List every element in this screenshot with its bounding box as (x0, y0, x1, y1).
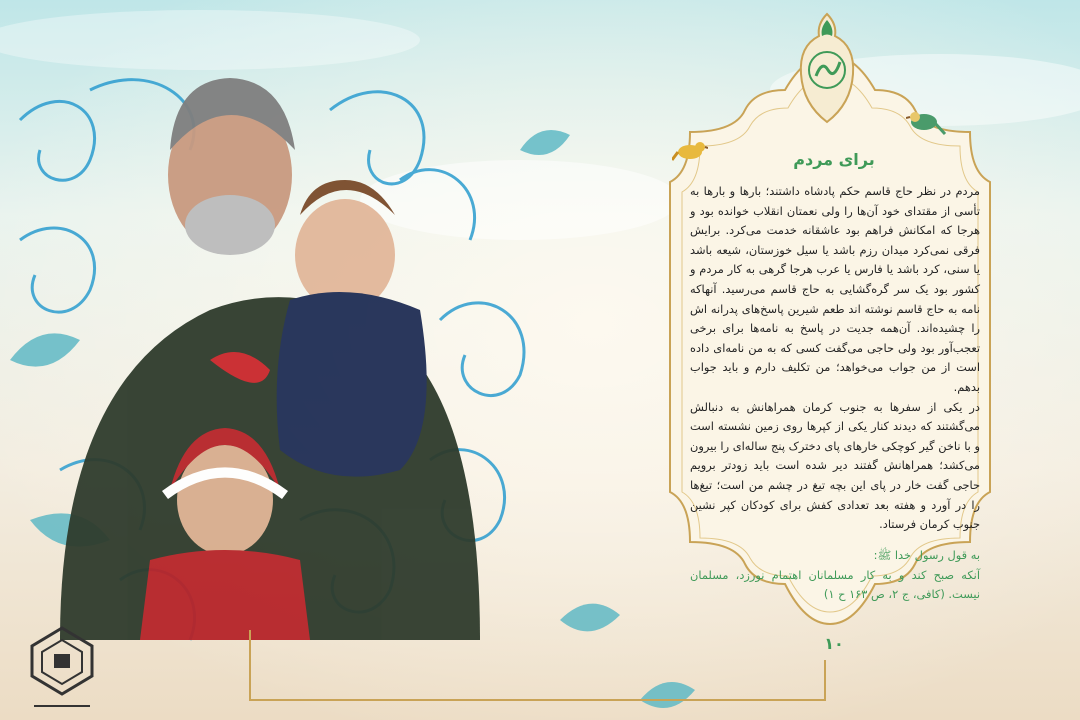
hadith-quote (690, 546, 980, 605)
panel-title: برای مردم (793, 150, 875, 169)
text-panel (668, 112, 1000, 652)
panel-body (690, 182, 980, 535)
organization-logo-icon (22, 624, 102, 716)
page-number: ۱۰ (824, 634, 844, 653)
paragraph-2: در یکی از سفرها به جنوب کرمان همراهانش به دنبالش می‌گشتند که دیدند کنار یکی از کپرها روی زمین نشسته است و با ناخن گیر کوچکی خارهای پای دخترک پنج ساله‌ای را بیرون می‌کشد؛ همراهانش گفتند دیر شده است باید زودتر برویم حاجی گفت خار در پای این بچه تیغ در چشم من است؛ تیغ‌ها را در آورد و هفته بعد تعدادی کفش برای کودکان کپر نشین جنوب کرمان فرستاد. (690, 399, 980, 532)
paragraph-1: مردم در نظر حاج قاسم حکم پادشاه داشتند؛ بارها و بارها به تأسی از مقتدای خود آن‌ها را ولی نعمتان انقلاب خوانده بود و هرجا که امکانش فراهم بود عاشقانه خدمت می‌کرد. برایش فرقی نمی‌کرد میدان رزم باشد یا سیل خوزستان، شیعه باشد یا سنی، کرد باشد یا فارس یا عرب هرجا گرهی به کار مردم و کشور بود یک سر گره‌گشایی به حاج قاسم می‌رسید. آنهاکه نامه به حاج قاسم نوشته اند طعم شیرین پاسخ‌های پدرانه اش را چشیده‌اند. آن‌همه جدیت در پاسخ به نامه‌ها برای برخی تعجب‌آور بود ولی حاجی می‌گفت کسی که به من نامه‌ای داده است از من جواب می‌خواهد؛ من تکلیف دارم و باید جواب بدهم. (690, 184, 980, 394)
hadith-text: آنکه صبح کند و به کار مسلمانان اهتمام نورزد، مسلمان نیست. (کافی، ج ۲، ص ۱۶۳ ح ۱) (690, 567, 980, 602)
hadith-intro: به قول رسول خدا ﷺ: (873, 548, 980, 562)
